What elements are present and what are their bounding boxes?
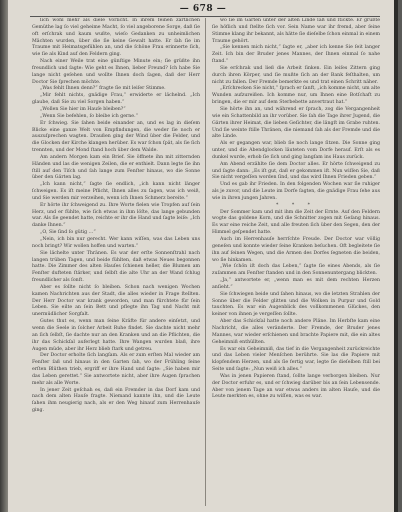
page-number: — 678 — <box>179 4 227 14</box>
column-divider <box>205 18 206 506</box>
left-column-paragraph: Der Doctor erholte ſich langſam. Als er zum erſten Mal wieder am Fenſter ſaß und hinaus in den Garten ſah, wo der Frühling ſeine erſten Blüthen trieb, ergriff er ihre Hand und ſagte: „Sie haben mir das Leben gerettet.“ Sie antwortete nicht, aber ihre Augen ſprachen mehr als alle Worte. <box>32 353 200 386</box>
right-column-paragraph: Sie hörte ihn an, und während er ſprach, zog die Vergangenheit wie ein Schattenbild an ihr vorüber. Sie ſah die Tage ihrer Jugend, die Gärten ihrer Heimat, die lieben Geſichter, die längſt im Grabe ruhten. Und ſie weinte ſtille Thränen, die niemand ſah als der Fremde und die alte Linde. <box>212 106 380 140</box>
book-spine-shadow <box>0 0 8 512</box>
right-column-paragraph: Und es gab ihr Frieden. In den folgenden Wochen war ſie ruhiger als je zuvor, und die Leute im Dorfe ſagten, die gnädige Frau ſehe aus wie in ihren jungen Jahren. <box>212 182 380 201</box>
right-column-paragraph: Sie erſchrak und ließ die Arbeit ſinken. Ein leiſes Zittern ging durch ihren Körper, und ſie mußte ſich an der Bank feſthalten, um nicht zu fallen. Der Fremde bemerkte es und trat einen Schritt näher. <box>212 65 380 85</box>
left-column-paragraph: Sie lächelte unter Thränen. Es war der erſte Sonnenſtrahl nach langen trüben Tagen, und beide fühlten, daß etwas Neues begonnen hatte. Die Zimmer des alten Hauſes ſchienen heller, die Blumen am Fenſter dufteten ſtärker, und ſelbſt die alte Uhr an der Wand ſchlug freundlicher als ſonſt. <box>32 250 200 284</box>
right-column-paragraph: Aber das Schickſal hatte noch andere Pläne. Im Herbſte kam eine Nachricht, die alles veränderte. Der Fremde, der Bruder jenes Mannes, war wieder erſchienen und brachte Papiere mit, die ein altes Geheimniß enthüllten. <box>212 319 380 345</box>
left-column-paragraph: In jener Zeit geſchah es, daß ein Fremder in das Dorf kam und nach dem alten Hauſe fragte. Niemand kannte ihn, und die Leute ſahen ihm neugierig nach, als er den Weg hinauf zum Herrenhauſe ging. <box>32 387 200 414</box>
left-column-paragraph: „Wollen Sie hier im Hauſe bleiben?“ <box>40 106 126 112</box>
right-text-column <box>212 18 380 508</box>
left-column-paragraph: „Ich kann nicht,“ ſagte ſie endlich, „ich kann nicht länger ſchweigen. Es iſt meine Pflicht, Ihnen alles zu ſagen, was ich weiß, und Sie werden mir verzeihen, wenn ich Ihnen Schmerz bereite.“ <box>32 182 200 201</box>
left-text-column <box>32 18 200 508</box>
right-column-paragraph: „Wie ſchön iſt doch das Leben,“ ſagte ſie eines Abends, als ſie zuſammen am Fenſter ſtanden und in den Sonnenuntergang blickten. <box>212 264 380 277</box>
right-column-paragraph: „Erſchrecken Sie nicht,“ ſprach er ſanft, „ich komme nicht, um alte Wunden aufzureißen. Ich komme nur, um Ihnen eine Botſchaft zu bringen, die er mir auf dem Sterbebette anvertraut hat.“ <box>212 86 380 106</box>
page-header <box>8 2 398 16</box>
left-column-paragraph: Er hörte ihr ſchweigend zu. Ihre Worte fielen wie Tropfen auf ſein Herz, und er fühlte, wie ſich etwas in ihm löſte, das lange gebunden war. Als ſie geendet hatte, reichte er ihr die Hand und ſagte leiſe: „Ich danke Ihnen.“ <box>32 202 200 229</box>
right-column-paragraph: Was in jenen Papieren ſtand, ſollte lange verborgen bleiben. Nur der Doctor erfuhr es, und er ſchwieg darüber bis an ſein Lebensende. Aber von jenem Tage an war etwas anders im alten Hauſe, und die Leute merkten es, ohne zu wiſſen, was es war. <box>212 373 380 400</box>
left-column-paragraph: „Wenn Sie befehlen, ſo bleibe ich gerne.“ <box>40 113 138 119</box>
book-page <box>8 0 398 512</box>
left-column-paragraph: „Was fehlt Ihnen denn?“ fragte ſie mit leiſer Stimme. <box>40 86 166 92</box>
right-column-paragraph: „Sie kennen mich nicht,“ ſagte er, „aber ich kenne Sie ſeit langer Zeit. Ich bin der Bruder jenes Mannes, der Ihnen einmal ſo nahe ſtand.“ <box>212 45 380 65</box>
right-column-paragraph: Der Sommer kam und mit ihm die Zeit der Ernte. Auf den Feldern wogte das goldene Korn, und die Schnitter zogen mit Geſang hinaus. Es war eine reiche Zeit, und alle freuten ſich über den Segen, den der Himmel geſpendet hatte. <box>212 209 380 236</box>
left-column-paragraph: Gutes thut es, wenn man ſeine Kräfte für andere einſetzt, und wenn die Seele in ſolcher Arbeit Ruhe findet. Sie dachte nicht mehr an ſich ſelbſt, ſie dachte nur an den Kranken und an die Pflichten, die ihr das Schickſal auferlegt hatte. Ihre Wangen wurden blaß, ihre Augen müde, aber ihr Herz blieb ſtark und getreu. <box>32 319 200 352</box>
right-column-paragraph: Es war ein Geheimniß, das tief in die Vergangenheit zurückreichte und das Leben vieler Menſchen berührte. Sie las die Papiere mit klopfendem Herzen, und als ſie fertig war, legte ſie dieſelben ſtill bei Seite und ſagte: „Nun weiß ich alles.“ <box>212 346 380 373</box>
left-column-paragraph: Nach einer Weile trat eine günſtige Minute ein; ſie grüßte ihn freundlich und ſagte: Wie geht es Ihnen, lieber Freund? Ich habe Sie lange nicht geſehen und wollte Ihnen doch ſagen, daß der Herr Doctor Sie ſprechen möchte. <box>32 59 200 85</box>
right-column-paragraph: wo ſie im Garten unter der alten Linde ſaß und ſtickte. Er grüßte ſie höflich und ſtellte ſich vor. Sein Name war ihr fremd, aber ſeine Stimme klang ihr bekannt, als hätte ſie dieſelbe ſchon einmal in einem Traume gehört. <box>212 18 380 44</box>
left-column-paragraph: Aber es ſollte nicht ſo bleiben. Schon nach wenigen Wochen kamen Nachrichten aus der Stadt, die alles wieder in Frage ſtellten. Der Herr Doctor war krank geworden, und man fürchtete für ſein Leben. Sie eilte an ſein Bett und pflegte ihn Tag und Nacht mit unermüdlicher Sorgfalt. <box>32 284 200 318</box>
right-column-paragraph: Sie ſchwiegen beide und ſahen hinaus, wo die letzten Strahlen der Sonne über die Felder glitten und die Wolken in Purpur und Gold tauchten. Es war ein Augenblick des vollkommenen Glückes, den keiner von ihnen je vergeſſen ſollte. <box>212 291 380 318</box>
left-column-paragraph: „Nein, ich bin nur gerecht. Wer kann wiſſen, was das Leben uns noch bringt? Wir wollen hoffen und warten.“ <box>32 237 200 249</box>
right-column-paragraph: „Ja,“ antwortete er, „wenn man es mit dem rechten Herzen anſieht.“ <box>212 278 380 290</box>
right-column-paragraph: Als er gegangen war, blieb ſie noch lange ſitzen. Die Sonne ging unter, und die Abendglocken läuteten vom Dorfe herauf. Erſt als es dunkel wurde, erhob ſie ſich und ging langſam ins Haus zurück. <box>212 141 380 160</box>
header-rule <box>30 16 380 17</box>
right-column-paragraph: Am Abend erzählte ſie dem Doctor alles. Er hörte ſchweigend zu und ſagte dann: „Es iſt gut, daß er gekommen iſt. Nun wiſſen Sie, daß Sie nicht vergeſſen worden ſind, und das wird Ihnen Frieden geben.“ <box>212 161 380 181</box>
page-edge-shadow <box>394 0 398 512</box>
right-column-paragraph: * * * <box>275 202 316 208</box>
left-column-paragraph: „O, Sie ſind ſo gütig …“ <box>40 230 96 236</box>
left-column-paragraph: „Mir fehlt nichts, gnädige Frau,“ erwiderte er lächelnd. „Ich glaube, daß Sie zu viel Sorgen haben.“ <box>32 93 200 106</box>
left-column-paragraph: ſich wohl mehr als dieſe Vorſicht. In ihrem feinen zärtlichen Gemüthe lag ſo viel geheime Macht, ſo viel angeborene Sorge, daß ſie oft erſchrak und kaum wußte, wieſo Gedanken zu unheimlichen Mächten wurden, über die ſie keine Gewalt hatte. Er ſah ſie im Traume mit Heimatsgefühlen an, und die ſchöne Frau erinnerte ſich, wie ſie als Kind auf den Feldern ging. <box>32 18 200 58</box>
left-column-paragraph: Er ſchwieg. Sie ſahen beide einander an, und es lag in dieſem Blicke eine ganze Welt von Empfindungen, die weder ſie noch er auszuſprechen wagten. Draußen ging der Wind über die Felder, und die Glocken der Kirche klangen herüber. Es war ſchon ſpät, als ſie ſich trennten, und der Mond ſtand hoch über dem Walde. <box>32 120 200 154</box>
right-column-paragraph: Auch im Herrenhauſe herrſchte Freude. Der Doctor war völlig geneſen und konnte wieder ſeine Kranken beſuchen. Oft begleitete ſie ihn auf ſeinen Wegen, und die Armen des Dorfes ſegneten die beiden, wo ſie hinkamen. <box>212 237 380 263</box>
left-column-paragraph: Am andern Morgen kam ein Brief. Sie öffnete ihn mit zitternden Händen und las die wenigen Zeilen, die er enthielt. Dann legte ſie ihn ſtill auf den Tiſch und ſah lange zum Fenſter hinaus, wo die Sonne über den Gärten lag. <box>32 154 200 181</box>
